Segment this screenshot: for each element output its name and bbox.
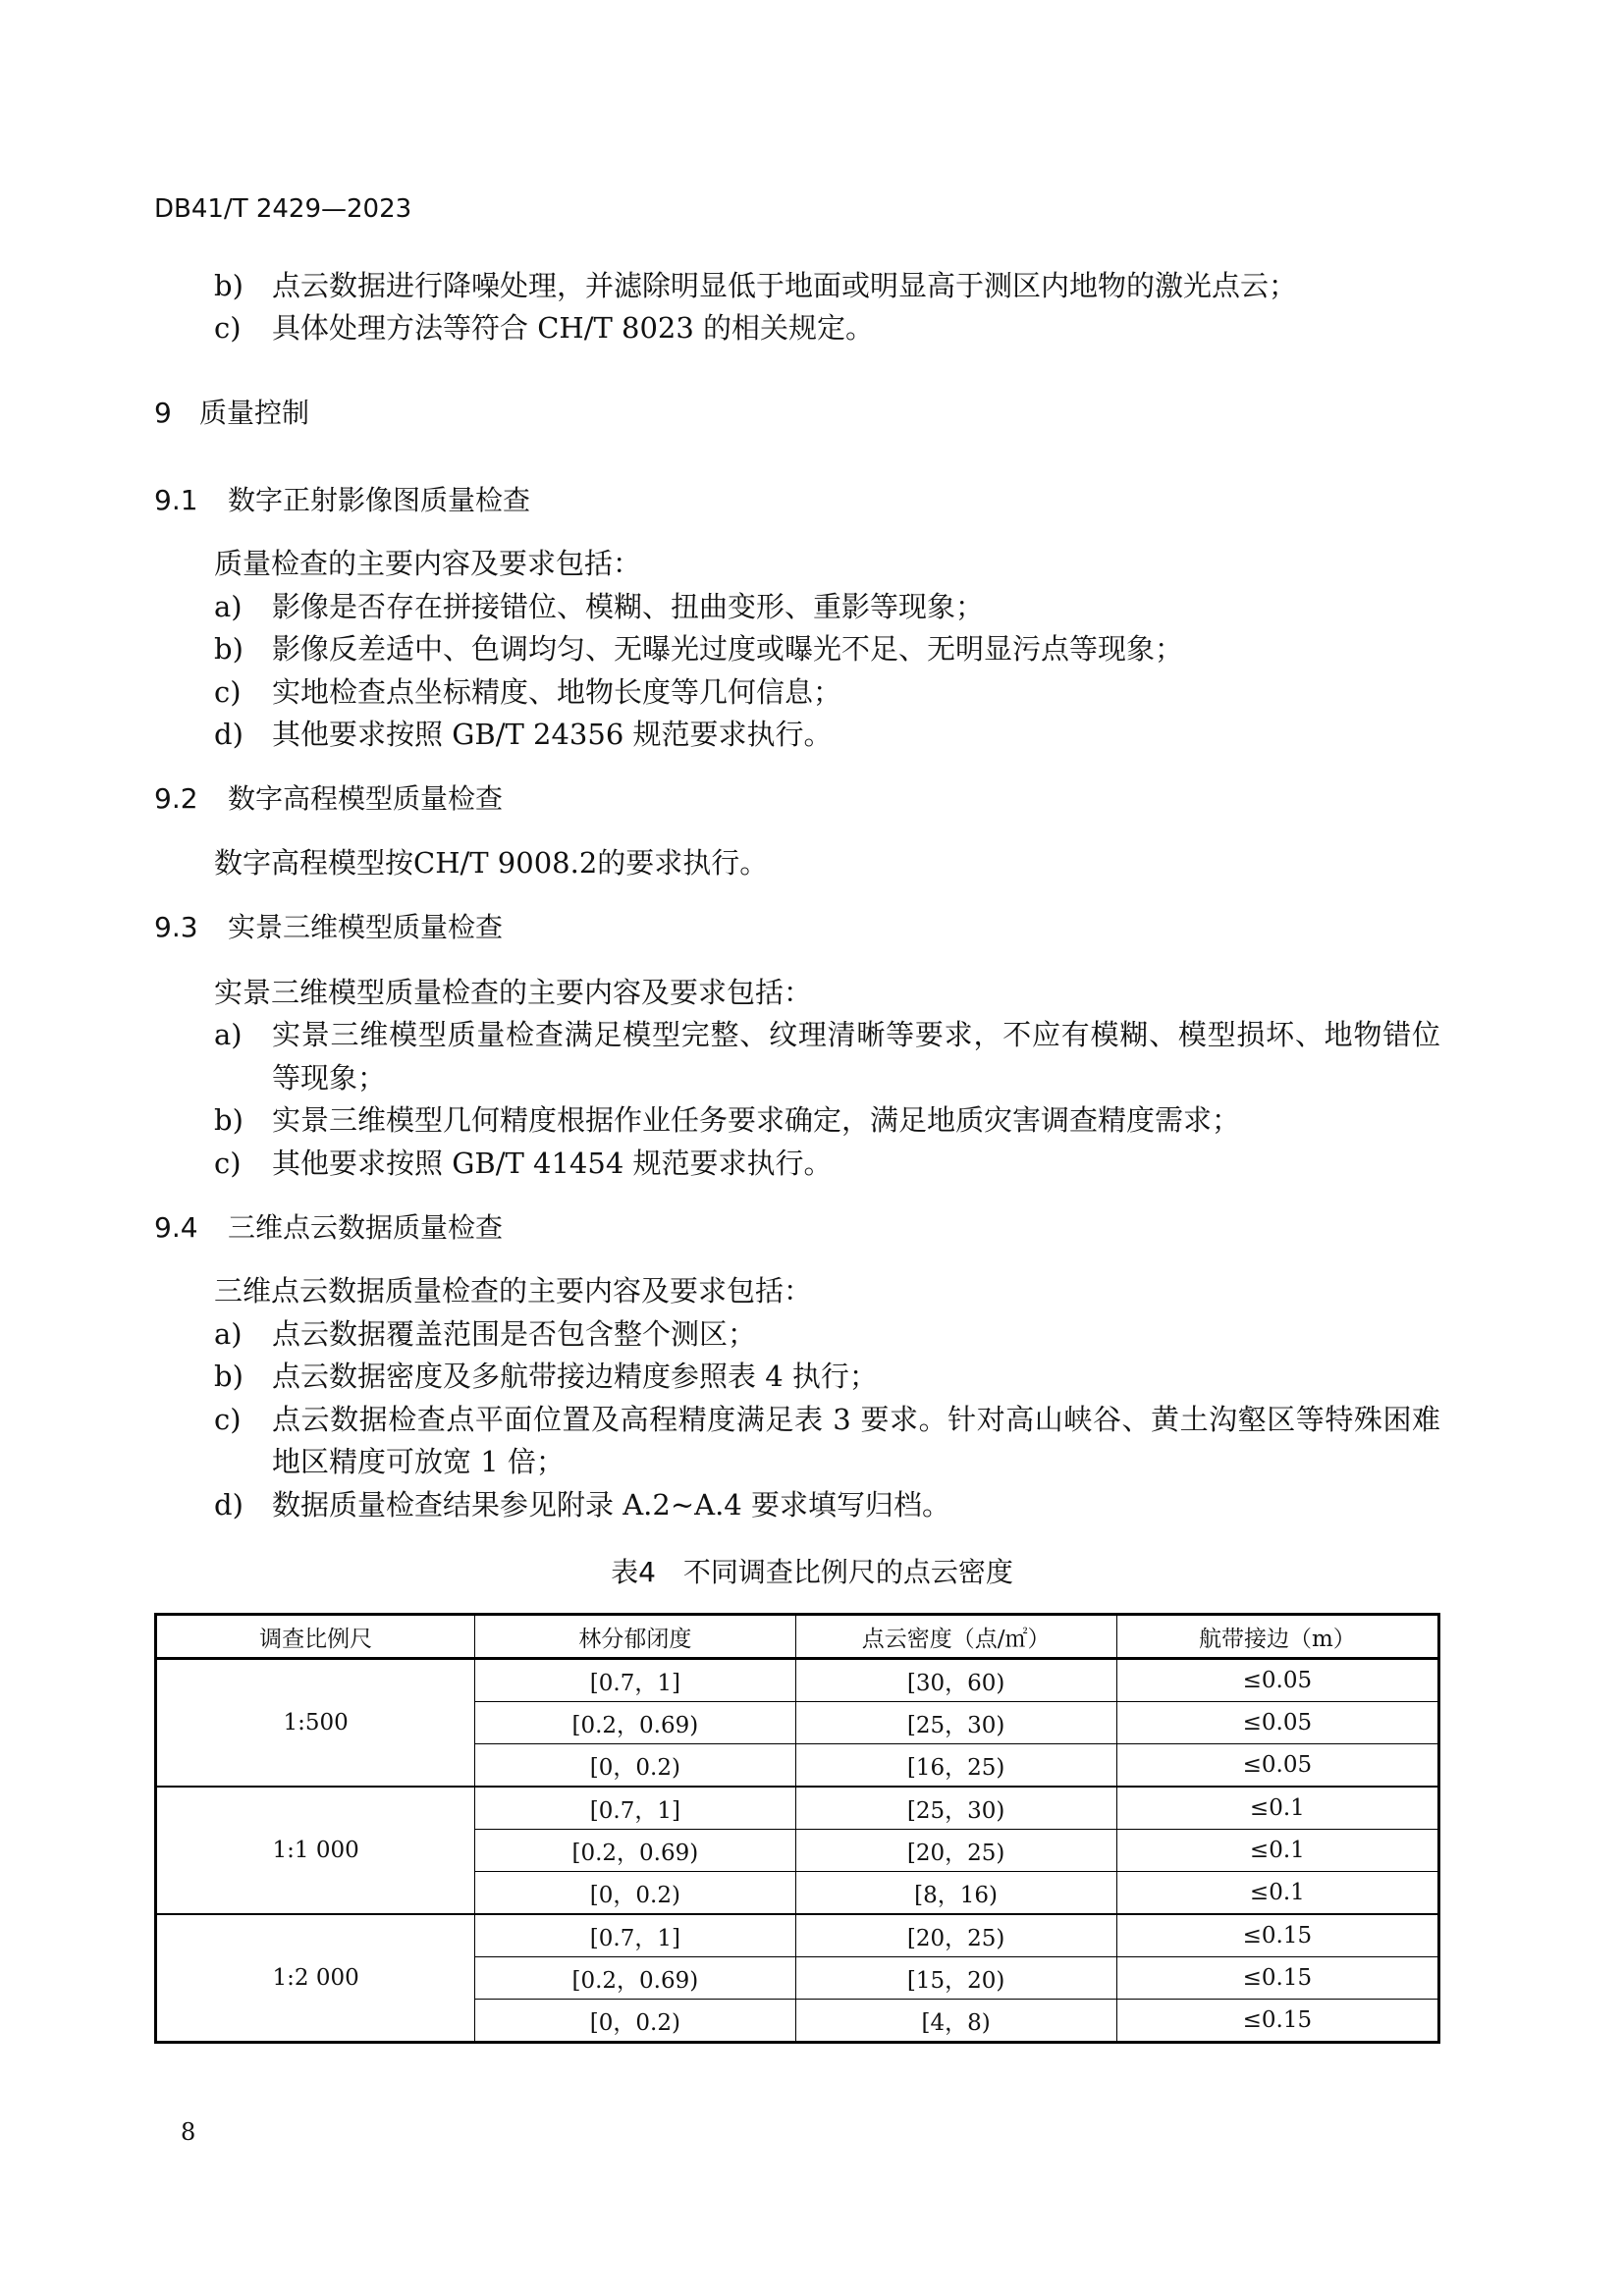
paragraph: 实景三维模型质量检查的主要内容及要求包括： (214, 976, 813, 1009)
table-cell: [8，16) (795, 1872, 1116, 1915)
list-item-continuation: 地区精度可放宽 1 倍； (272, 1445, 565, 1478)
table-cell: ≤0.1 (1116, 1872, 1438, 1915)
table-row (156, 1914, 1439, 1957)
table-cell: ≤0.15 (1116, 2000, 1438, 2043)
table-cell: ≤0.05 (1116, 1659, 1438, 1702)
table-cell: ≤0.15 (1116, 1914, 1438, 1957)
table-cell: [25，30) (795, 1702, 1116, 1744)
table-cell: [0.7，1] (475, 1787, 795, 1830)
table-cell: [0.7，1] (475, 1914, 795, 1957)
table-cell: ≤0.1 (1116, 1787, 1438, 1830)
table-cell: [15，20) (795, 1957, 1116, 2000)
table-row (156, 1787, 1439, 1830)
table-cell: ≤0.05 (1116, 1702, 1438, 1744)
paragraph: 质量检查的主要内容及要求包括： (214, 547, 642, 580)
scale-cell: 1:1 000 (156, 1787, 475, 1914)
table-cell: [16，25) (795, 1744, 1116, 1788)
table-header-row (156, 1615, 1439, 1659)
table-cell: [20，25) (795, 1914, 1116, 1957)
column-header: 林分郁闭度 (475, 1615, 795, 1659)
table-cell: [4，8) (795, 2000, 1116, 2043)
document-header: DB41/T 2429—2023 (154, 194, 412, 224)
list-item-continuation: 等现象； (272, 1061, 387, 1095)
page-number: 8 (181, 2118, 196, 2146)
table-cell: [0.2，0.69) (475, 1830, 795, 1872)
column-header: 点云密度（点/㎡） (795, 1615, 1116, 1659)
table-caption: 表4 不同调查比例尺的点云密度 (611, 1556, 1013, 1588)
table-cell: ≤0.1 (1116, 1830, 1438, 1872)
table-cell: [20，25) (795, 1830, 1116, 1872)
paragraph: 三维点云数据质量检查的主要内容及要求包括： (214, 1274, 813, 1308)
paragraph: 数字高程模型按CH/T 9008.2的要求执行。 (214, 846, 769, 880)
table-row (156, 1659, 1439, 1702)
table-cell: [0.2，0.69) (475, 1957, 795, 2000)
table-cell: [25，30) (795, 1787, 1116, 1830)
column-header: 航带接边（m） (1116, 1615, 1438, 1659)
point-density-table (154, 1613, 1440, 2044)
table-cell: ≤0.15 (1116, 1957, 1438, 2000)
table-cell: [0，0.2) (475, 1744, 795, 1788)
table-cell: [0.2，0.69) (475, 1702, 795, 1744)
table-cell: [30，60) (795, 1659, 1116, 1702)
scale-cell: 1:2 000 (156, 1914, 475, 2043)
table-cell: ≤0.05 (1116, 1744, 1438, 1788)
table-cell: [0，0.2) (475, 2000, 795, 2043)
column-header: 调查比例尺 (156, 1615, 475, 1659)
table-cell: [0，0.2) (475, 1872, 795, 1915)
scale-cell: 1:500 (156, 1659, 475, 1788)
table-cell: [0.7，1] (475, 1659, 795, 1702)
